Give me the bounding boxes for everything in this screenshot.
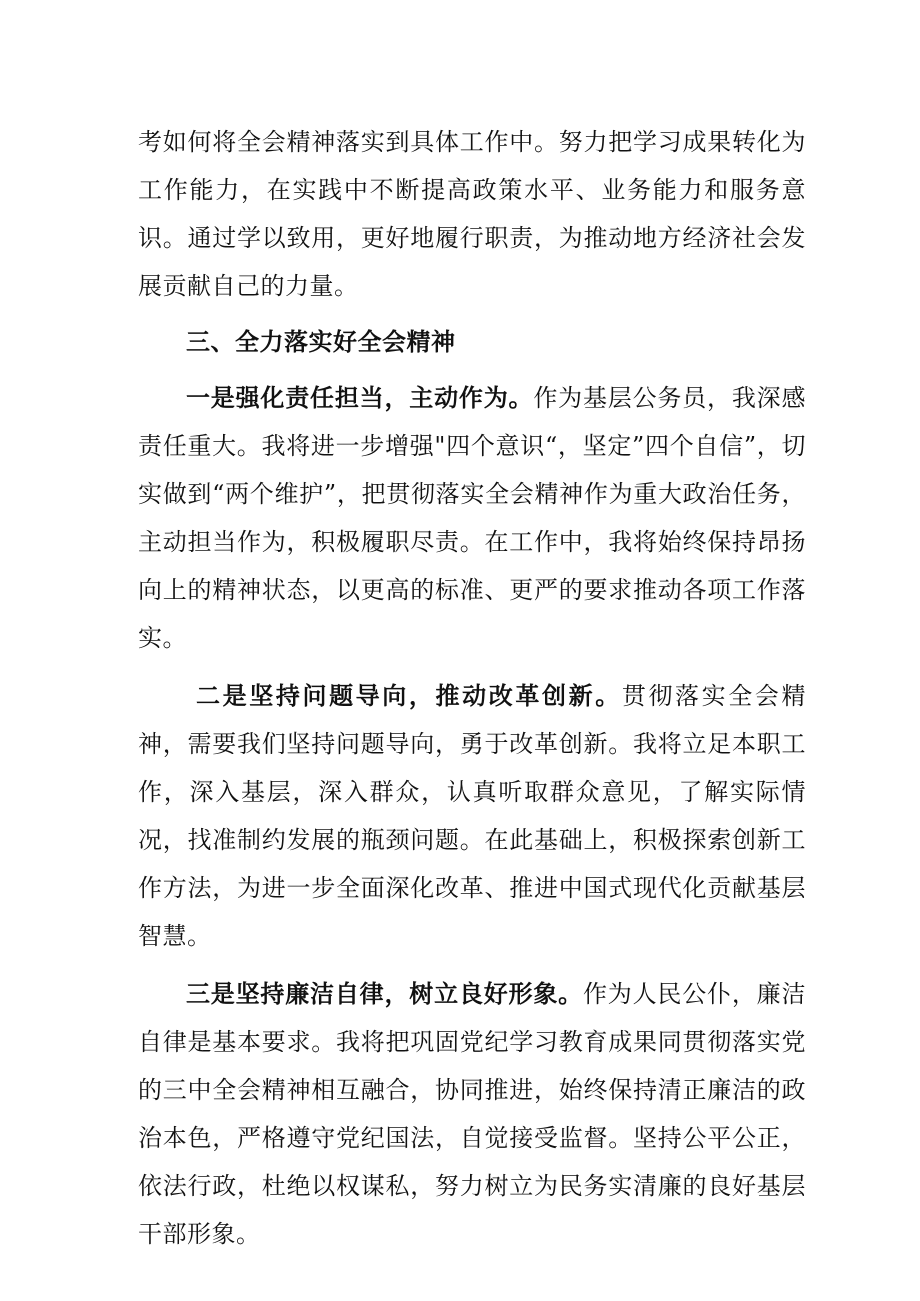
item-body-1: 作为基层公务员，我深感责任重大。我将进一步增强"四个意识“，坚定”四个自信”，切实做到“两个维护”，把贯彻落实全会精神作为重大政治任务，主动担当作为，积极履职尽责。在工作中，我将始终保持昂扬向上的精神状态，以更高的标准、更严的要求推动各项工作落实。 <box>138 384 806 652</box>
item-lead-1: 一是强化责任担当，主动作为。 <box>186 384 534 412</box>
item-paragraph-2 <box>138 672 806 960</box>
item-paragraph-1 <box>138 374 806 662</box>
item-lead-3: 三是坚持廉洁自律，树立良好形象。 <box>186 980 583 1008</box>
section-heading: 三、全力落实好全会精神 <box>186 328 456 356</box>
item-lead-2: 二是坚持问题导向，推动改革创新。 <box>196 682 622 710</box>
document-body <box>138 118 806 1258</box>
item-body-3: 作为人民公仆，廉洁自律是基本要求。我将把巩固党纪学习教育成果同贯彻落实党的三中全会精神相互融合，协同推进，始终保持清正廉洁的政治本色，严格遵守党纪国法，自觉接受监督。坚持公平公正，依法行政，杜绝以权谋私，努力树立为民务实清廉的良好基层干部形象。 <box>138 980 806 1248</box>
item-body-2: 贯彻落实全会精神，需要我们坚持问题导向，勇于改革创新。我将立足本职工作，深入基层，深入群众，认真听取群众意见，了解实际情况，找准制约发展的瓶颈问题。在此基础上，积极探索创新工作方法，为进一步全面深化改革、推进中国式现代化贡献基层智慧。 <box>138 682 807 950</box>
continuation-paragraph: 考如何将全会精神落实到具体工作中。努力把学习成果转化为工作能力，在实践中不断提高政策水平、业务能力和服务意识。通过学以致用，更好地履行职责，为推动地方经济社会发展贡献自己的力量。 <box>138 128 806 300</box>
item-paragraph-3 <box>138 970 806 1258</box>
